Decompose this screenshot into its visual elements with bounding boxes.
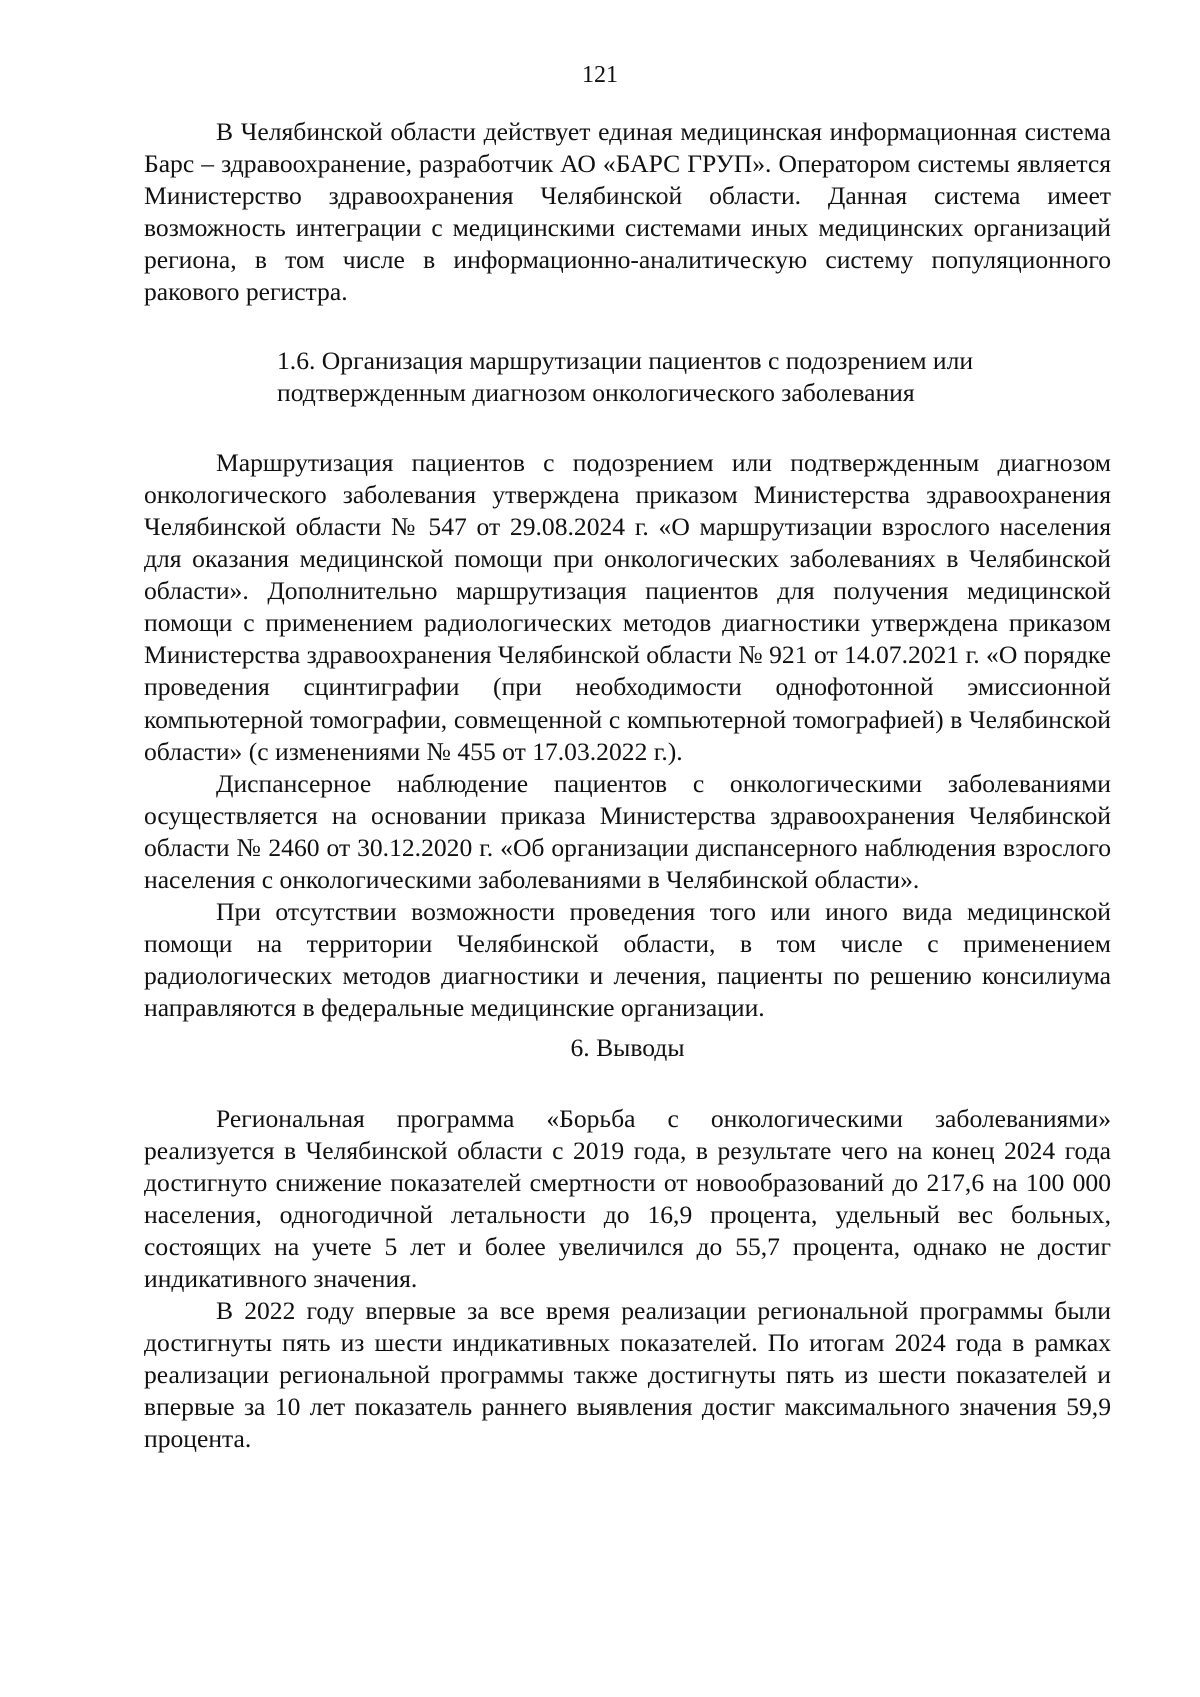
paragraph-federal-referral: При отсутствии возможности проведения того или иного вида медицинской помощи на территории Челябинской области, в том числе с применением радиологических методов диагностики и лечения, пациенты по решению консилиума направляются в федеральные медицинские организации. <box>144 897 1111 1023</box>
page-number: 121 <box>582 62 618 88</box>
paragraph-dispensary-observation: Диспансерное наблюдение пациентов с онкологическими заболеваниями осуществляется на основании приказа Министерства здравоохранения Челябинской области № 2460 от 30.12.2020 г. «Об организации диспансерного наблюдения взрослого населения с онкологическими заболеваниями в Челябинской области». <box>144 768 1111 894</box>
paragraph-medical-info-system: В Челябинской области действует единая медицинская информационная система Барс – здравоохранение, разработчик АО «БАРС ГРУП». Оператором системы является Министерство здравоохранения Челябинской области. Данная система имеет возможность интеграции с медицинскими системами иных медицинских организаций региона, в том числе в информационно-аналитическую систему популяционного ракового регистра. <box>144 117 1111 307</box>
section-heading-conclusions: 6. Выводы <box>570 1033 685 1063</box>
document-body <box>144 116 1111 1456</box>
paragraph-program-results: Региональная программа «Борьба с онкологическими заболеваниями» реализуется в Челябинской области с 2019 года, в результате чего на конец 2024 года достигнуто снижение показателей смертности от новообразований до 217,6 на 100 000 населения, одногодичной летальности до 16,9 процента, удельный вес больных, состоящих на учете 5 лет и более увеличился до 55,7 процента, однако не достиг индикативного значения. <box>144 1103 1111 1293</box>
paragraph-indicators-achieved: В 2022 году впервые за все время реализации региональной программы были достигнуты пять из шести индикативных показателей. По итогам 2024 года в рамках реализации региональной программы также достигнуты пять из шести показателей и впервые за 10 лет показатель раннего выявления достиг максимального значения 59,9 процента. <box>144 1296 1111 1454</box>
paragraph-routing-orders: Маршрутизация пациентов с подозрением или подтвержденным диагнозом онкологического заболевания утверждена приказом Министерства здравоохранения Челябинской области № 547 от 29.08.2024 г. «О маршрутизации взрослого населения для оказания медицинской помощи при онкологических заболеваниях в Челябинской области». Дополнительно маршрутизация пациентов для получения медицинской помощи с применением радиологических методов диагностики утверждена приказом Министерства здравоохранения Челябинской области № 921 от 14.07.2021 г. «О порядке проведения сцинтиграфии (при необходимости однофотонной эмиссионной компьютерной томографии, совмещенной с компьютерной томографией) в Челябинской области» (с изменениями № 455 от 17.03.2022 г.). <box>144 447 1111 766</box>
section-heading-patient-routing: 1.6. Организация маршрутизации пациентов с подозрением или подтвержденным диагнозом онкологического заболевания <box>277 345 974 407</box>
